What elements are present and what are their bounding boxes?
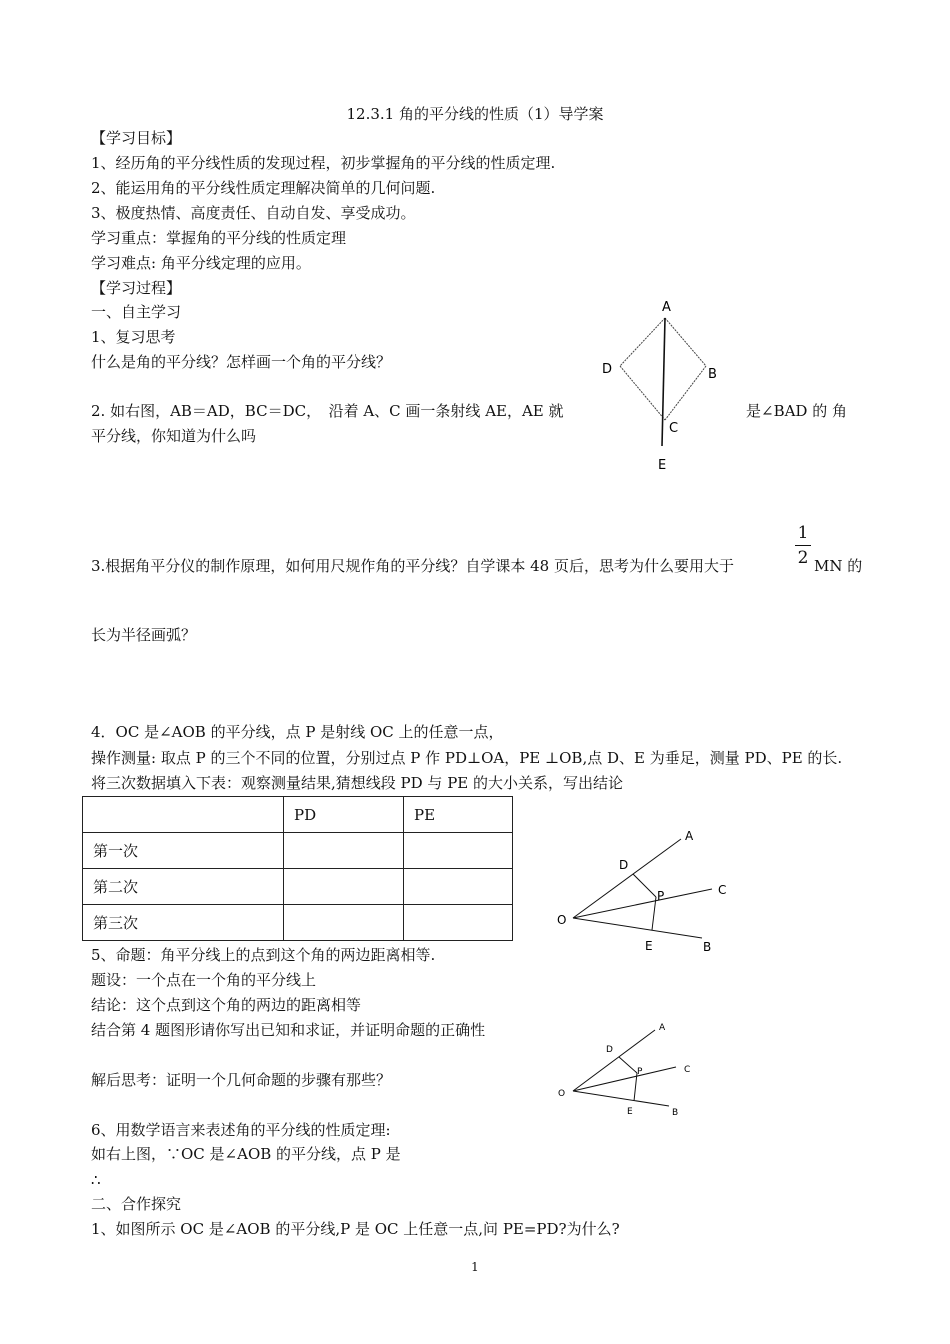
q6-line-1: 如右上图，∵OC 是∠AOB 的平分线，点 P 是 <box>91 1145 401 1163</box>
segment-pe <box>634 1073 637 1101</box>
table-row <box>83 833 513 869</box>
segment-ab <box>665 318 706 366</box>
segment-pd <box>619 1057 637 1073</box>
table-row <box>83 905 513 941</box>
label-e: E <box>645 939 653 953</box>
objectives-heading: 【学习目标】 <box>91 129 182 147</box>
segment-bc <box>665 366 706 420</box>
segment-ad <box>620 318 665 366</box>
q5-task: 结合第 4 题图形请你写出已知和求证，并证明命题的正确性 <box>91 1021 486 1039</box>
table-cell <box>284 869 404 905</box>
table-header-cell <box>83 797 284 833</box>
label-p: P <box>637 1067 643 1077</box>
q2-text-c: 平分线，你知道为什么吗 <box>91 427 257 445</box>
q3-text-b: MN 的 <box>814 557 863 575</box>
q4-text-b: 操作测量: 取点 P 的三个不同的位置，分别过点 P 作 PD⊥OA，PE ⊥OB,点 D、E 为垂足，测量 PD、PE 的长. <box>91 749 843 767</box>
label-c: C <box>684 1065 691 1075</box>
segment-pd <box>633 874 656 897</box>
page-title: 12.3.1 角的平分线的性质（1）导学案 <box>346 105 604 123</box>
q5-reflect: 解后思考：证明一个几何命题的步骤有那些？ <box>91 1071 392 1089</box>
table-cell <box>284 905 404 941</box>
fraction-one-half <box>795 523 811 568</box>
table-cell: 第一次 <box>83 833 284 869</box>
ray-oa <box>573 839 681 918</box>
table-cell <box>404 869 513 905</box>
q4-text-a: 4．OC 是∠AOB 的平分线，点 P 是射线 OC 上的任意一点， <box>91 723 504 741</box>
q2-text-a: 2. 如右图，AB＝AD，BC＝DC， 沿着 A、C 画一条射线 AE，AE 就 <box>91 402 564 420</box>
segment-pe <box>652 897 656 930</box>
kite-figure <box>598 296 728 476</box>
kite-label-b: B <box>708 367 717 382</box>
key-point: 学习重点：掌握角的平分线的性质定理 <box>91 229 347 247</box>
table-cell: 第二次 <box>83 869 284 905</box>
coop-question-1: 1、如图所示 OC 是∠AOB 的平分线,P 是 OC 上任意一点,问 PE=PD?为什么? <box>91 1220 620 1238</box>
section-2-heading: 二、合作探究 <box>91 1195 182 1213</box>
q5-premise: 题设：一个点在一个角的平分线上 <box>91 971 317 989</box>
label-d: D <box>619 858 629 872</box>
label-a: A <box>659 1023 666 1033</box>
objective-1: 1、经历角的平分线性质的发现过程，初步掌握角的平分线的性质定理. <box>91 154 556 172</box>
table-cell <box>404 833 513 869</box>
q4-text-c: 将三次数据填入下表：观察测量结果,猜想线段 PD 与 PE 的大小关系，写出结论 <box>91 774 624 792</box>
table-header-row <box>83 797 513 833</box>
page-number: 1 <box>471 1260 479 1274</box>
table-header-pd: PD <box>284 797 404 833</box>
label-a: A <box>685 829 694 843</box>
angle-bisector-figure-large <box>550 822 740 957</box>
angle-bisector-figure-small <box>555 1016 695 1122</box>
objective-3: 3、极度热情、高度责任、自动自发、享受成功。 <box>91 204 416 222</box>
label-p: P <box>657 889 665 903</box>
table-cell <box>284 833 404 869</box>
fraction-numerator: 1 <box>797 523 809 543</box>
q3-text-a: 3.根据角平分仪的制作原理，如何用尺规作角的平分线？自学课本 48 页后，思考为什么要用大于 <box>91 557 734 575</box>
kite-label-e: E <box>658 458 667 473</box>
label-o: O <box>557 913 567 927</box>
table-cell <box>404 905 513 941</box>
difficulty: 学习难点: 角平分线定理的应用。 <box>91 254 311 272</box>
label-b: B <box>672 1108 679 1118</box>
label-e: E <box>627 1107 633 1117</box>
fraction-bar <box>795 545 811 546</box>
measurement-table <box>82 796 513 941</box>
q1-title: 1、复习思考 <box>91 328 176 346</box>
q5-text: 5、命题：角平分线上的点到这个角的两边距离相等. <box>91 946 436 964</box>
label-o: O <box>558 1089 566 1099</box>
table-header-pe: PE <box>404 797 513 833</box>
q3-text-c: 长为半径画弧？ <box>91 626 197 644</box>
table-cell: 第三次 <box>83 905 284 941</box>
q5-conclusion: 结论：这个点到这个角的两边的距离相等 <box>91 996 362 1014</box>
label-b: B <box>703 940 712 954</box>
kite-label-a: A <box>662 300 671 315</box>
ray-ae <box>662 318 665 446</box>
ray-oc <box>573 889 712 918</box>
q1-text: 什么是角的平分线？怎样画一个角的平分线？ <box>91 353 392 371</box>
label-d: D <box>606 1045 613 1055</box>
ray-ob <box>573 918 702 938</box>
fraction-denominator: 2 <box>797 548 809 568</box>
section-1-heading: 一、自主学习 <box>91 303 182 321</box>
label-c: C <box>718 883 727 897</box>
table-row <box>83 869 513 905</box>
process-heading: 【学习过程】 <box>91 279 182 297</box>
objective-2: 2、能运用角的平分线性质定理解决简单的几何问题. <box>91 179 436 197</box>
kite-label-d: D <box>602 362 613 377</box>
segment-dc <box>620 366 665 420</box>
kite-label-c: C <box>669 421 679 436</box>
q6-line-2: ∴ <box>91 1171 101 1189</box>
q6-text: 6、用数学语言来表述角的平分线的性质定理: <box>91 1121 391 1139</box>
ray-ob <box>573 1091 669 1106</box>
q2-text-b: 是∠BAD 的 角 <box>746 402 847 420</box>
